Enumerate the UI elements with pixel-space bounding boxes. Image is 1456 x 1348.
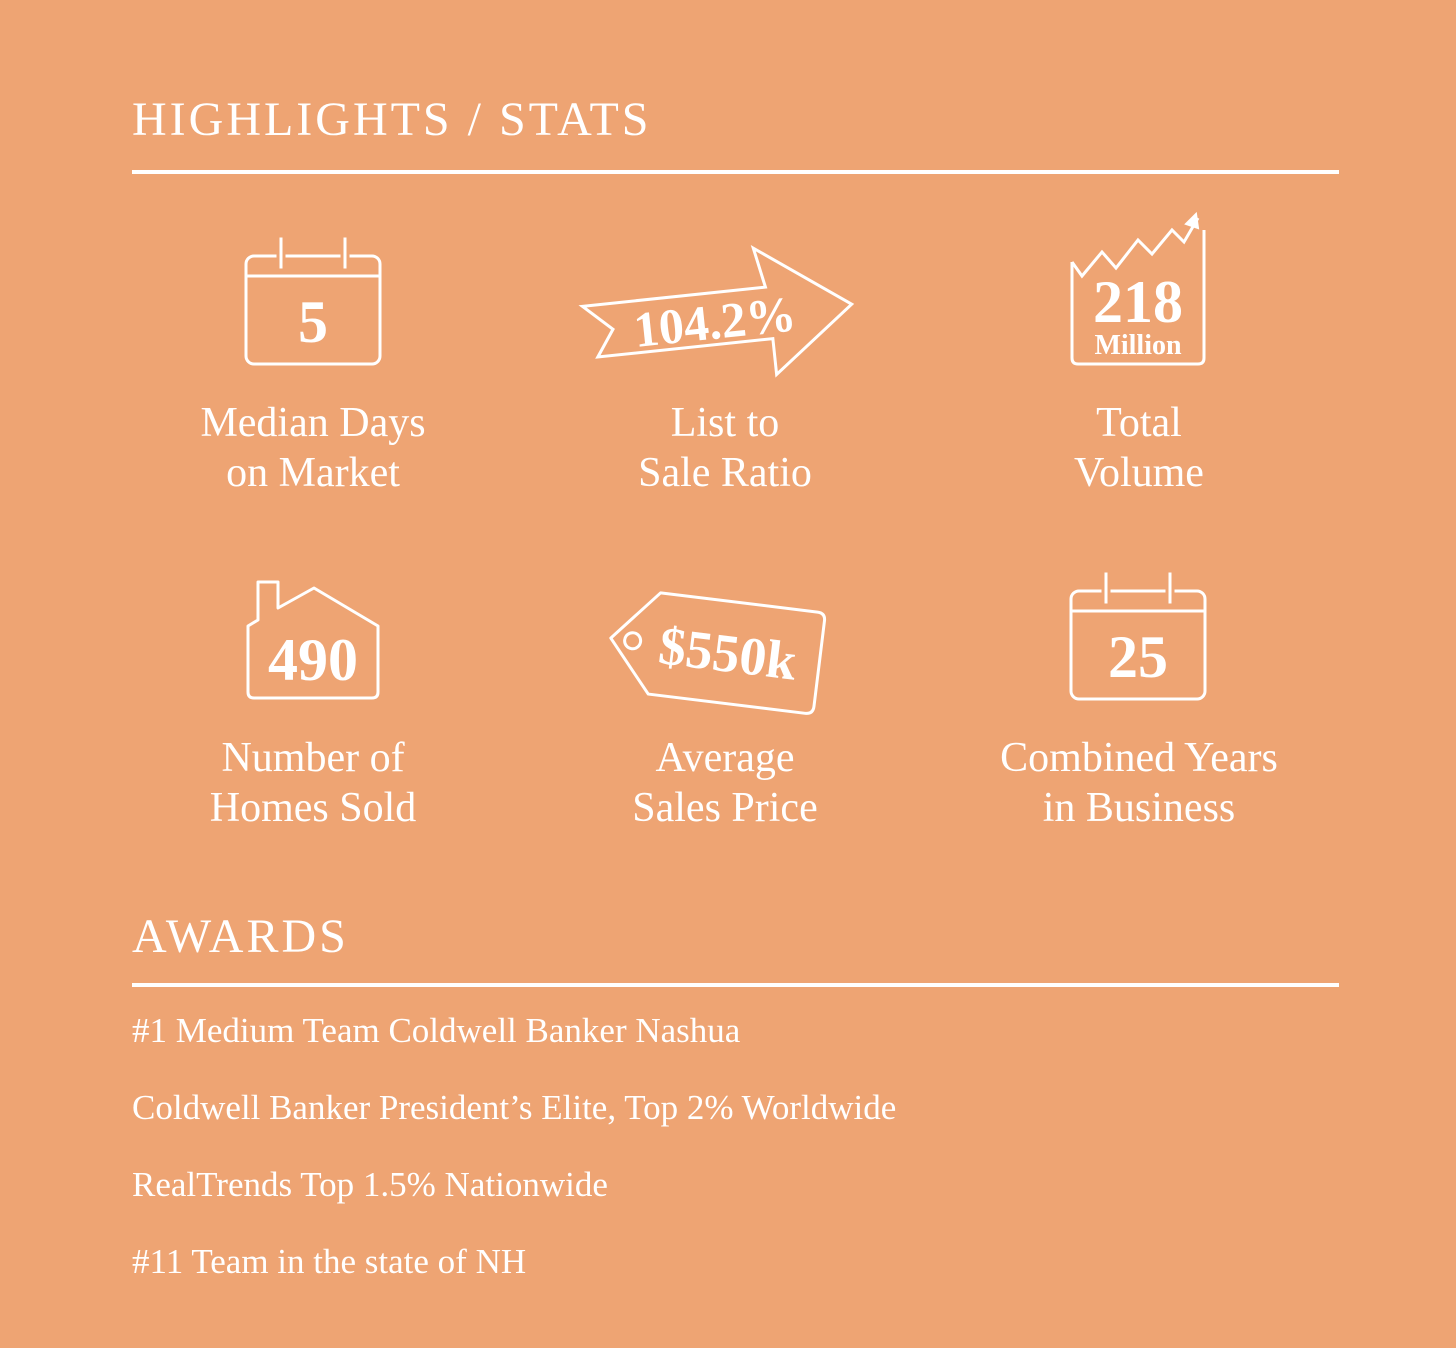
stat-label-line: Combined Years <box>1000 735 1278 781</box>
award-item: #1 Medium Team Coldwell Banker Nashua <box>132 1011 741 1050</box>
awards-title: AWARDS <box>132 910 349 963</box>
award-item: Coldwell Banker President’s Elite, Top 2% Worldwide <box>132 1088 897 1127</box>
stat-value-volume-unit: Million <box>1094 330 1182 361</box>
stat-label-years <box>939 733 1339 833</box>
stat-label-line: Average <box>655 735 795 781</box>
arrow-icon <box>580 244 860 384</box>
stat-label-line: Sales Price <box>632 785 818 831</box>
awards-divider <box>132 983 1339 987</box>
stat-value-ratio: 104.2% <box>631 285 799 358</box>
stat-label-volume <box>939 398 1339 498</box>
house-icon <box>244 578 382 702</box>
stat-label-line: on Market <box>226 450 400 496</box>
stat-value-price: $550k <box>655 615 800 692</box>
highlights-divider <box>132 170 1339 174</box>
calendar-icon <box>1069 569 1207 701</box>
stat-label-line: List to <box>670 400 780 446</box>
stat-label-line: Volume <box>1074 450 1204 496</box>
stat-label-line: Sale Ratio <box>638 450 812 496</box>
stat-value-years: 25 <box>1108 624 1168 690</box>
stat-label-line: Number of <box>221 735 405 781</box>
growth-chart-icon <box>1068 212 1210 368</box>
award-item: #11 Team in the state of NH <box>132 1242 527 1281</box>
award-item: RealTrends Top 1.5% Nationwide <box>132 1165 608 1204</box>
stat-label-line: Median Days <box>200 400 426 446</box>
stat-label-ratio <box>525 398 925 498</box>
stat-value-days: 5 <box>298 289 328 355</box>
stat-value-homes: 490 <box>268 627 358 693</box>
highlights-title: HIGHLIGHTS / STATS <box>132 93 652 146</box>
calendar-icon <box>244 234 382 366</box>
stat-label-days <box>113 398 513 498</box>
stat-label-line: Homes Sold <box>209 785 417 831</box>
price-tag-icon <box>604 586 828 716</box>
stat-value-volume: 218 <box>1093 269 1183 335</box>
stat-label-price <box>525 733 925 833</box>
stat-label-line: in Business <box>1042 785 1236 831</box>
stat-label-homes <box>113 733 513 833</box>
stat-label-line: Total <box>1096 400 1182 446</box>
